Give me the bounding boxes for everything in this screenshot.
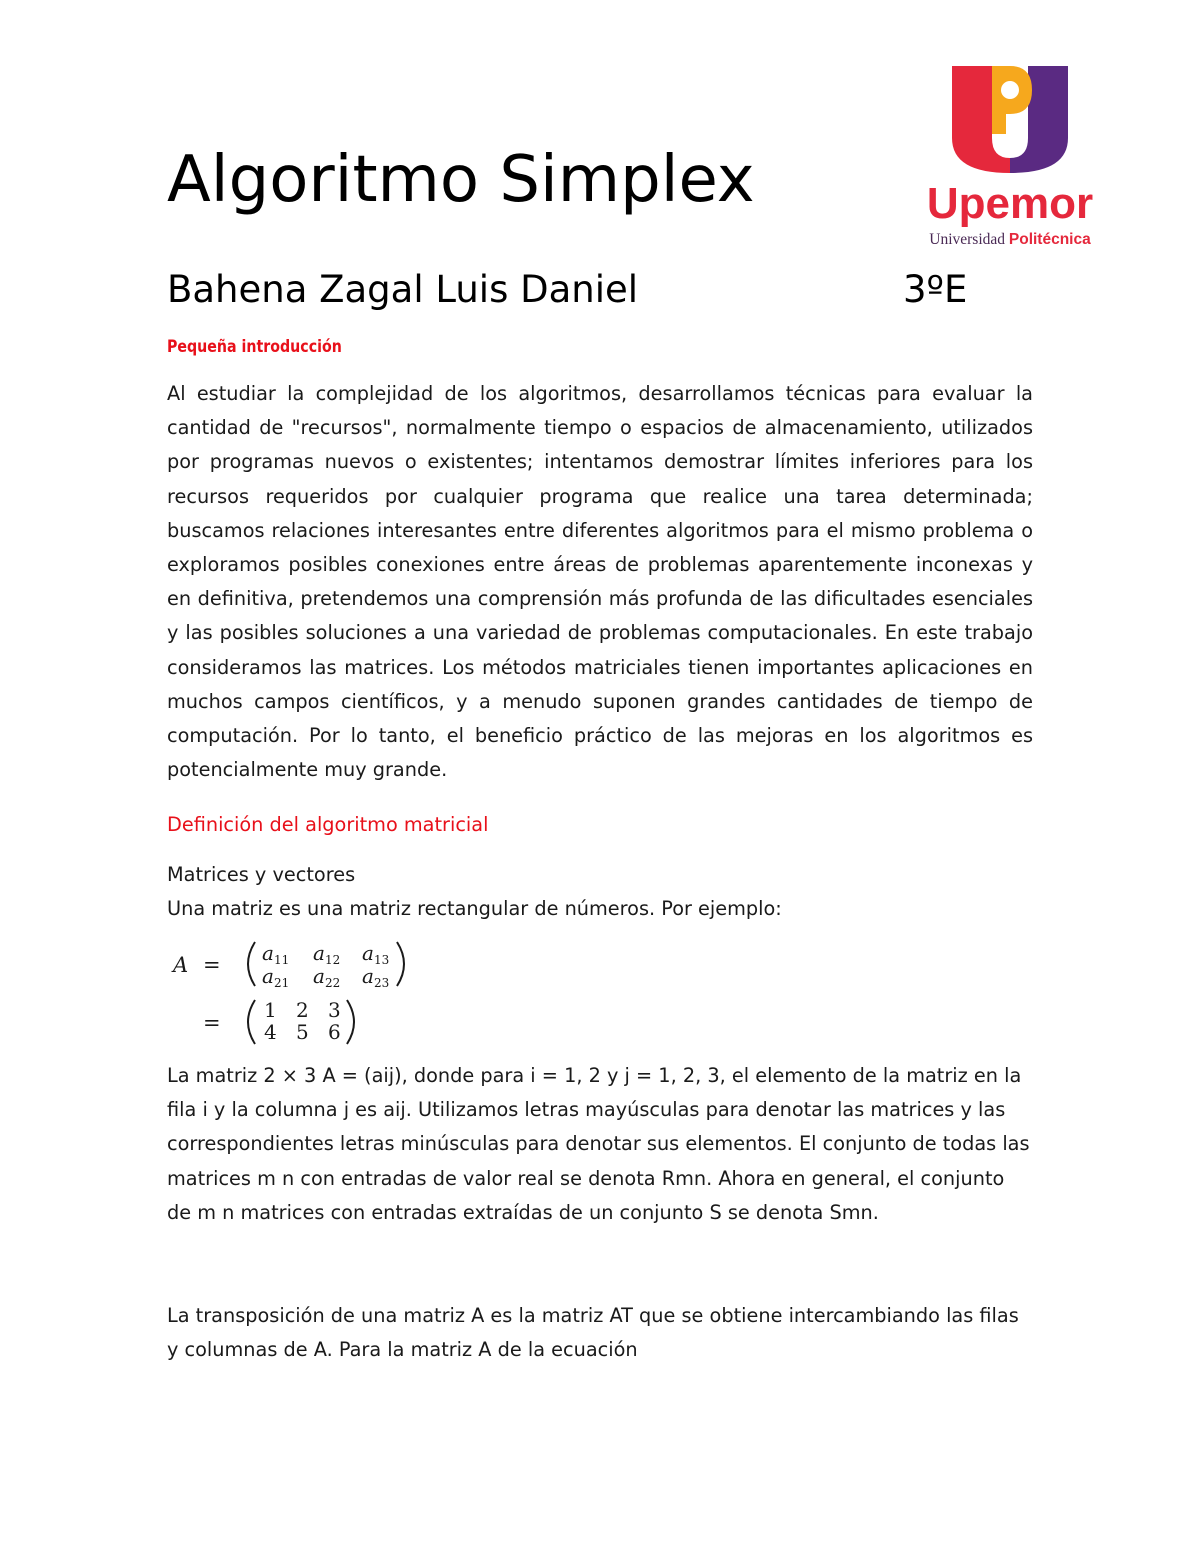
document-title: Algoritmo Simplex bbox=[167, 143, 755, 217]
eq-sign-1: = bbox=[203, 953, 221, 977]
eq-lhs: A bbox=[173, 953, 189, 977]
entry-a11: $a_{11}$ bbox=[262, 941, 290, 967]
logo-tagline-prefix: Universidad bbox=[929, 231, 1006, 248]
entry-5: 5 bbox=[296, 1020, 309, 1044]
entry-1: 1 bbox=[264, 998, 277, 1022]
transpose-paragraph: La transposición de una matriz A es la matriz AT que se obtiene intercambiando las filas y columnas de A. Para la matriz A de la ecuación bbox=[167, 1304, 1019, 1362]
logo-tagline bbox=[929, 231, 1091, 248]
entry-a22: $a_{22}$ bbox=[313, 964, 341, 990]
definition-heading: Definición del algoritmo matricial bbox=[167, 813, 489, 836]
matrices-block bbox=[167, 858, 1033, 926]
bracket-right-1 bbox=[397, 942, 404, 986]
eq-sign-2: = bbox=[203, 1011, 221, 1035]
entry-a12: $a_{12}$ bbox=[313, 941, 341, 967]
intro-paragraph: Al estudiar la complejidad de los algoritmos, desarrollamos técnicas para evaluar la cantidad de "recursos", normalmente tiempo o espacios de almacenamiento, utilizados por programas nuevos o existentes; intentamos demostrar límites inferiores para los recursos requeridos por cualquier programa que realice una tarea determinada; buscamos relaciones interesantes entre diferentes algoritmos para el mismo problema o exploramos posibles conexiones entre áreas de problemas aparentemente inconexas y en definitiva, pretendemos una comprensión más profunda de las dificultades esenciales y las posibles soluciones a una variedad de problemas computacionales. En este trabajo consideramos las matrices. Los métodos matriciales tienen importantes aplicaciones en muchos campos científicos, y a menudo suponen grandes cantidades de tiempo de computación. Por lo tanto, el beneficio práctico de las mejoras en los algoritmos es potencialmente muy grande. bbox=[167, 382, 1033, 782]
logo-p-shape bbox=[992, 66, 1032, 134]
entry-a21: $a_{21}$ bbox=[262, 964, 290, 990]
matrix-paragraph: La matriz 2 × 3 A = (aij), donde para i = 1, 2 y j = 1, 2, 3, el elemento de la matriz en la fila i y la columna j es aij. Utilizamos letras mayúsculas para denotar las matrices y las correspondientes letras minúsculas para denotar sus elementos. El conjunto de todas las matrices m n con entradas de valor real se denota Rmn. Ahora en general, el conjunto de m n matrices con entradas extraídas de un conjunto S se denota Smn. bbox=[167, 1064, 1030, 1224]
entry-3: 3 bbox=[328, 998, 341, 1022]
entry-6: 6 bbox=[328, 1020, 341, 1044]
bracket-left-1 bbox=[248, 942, 255, 986]
logo-name: Upemor bbox=[926, 179, 1094, 228]
logo-p-hole bbox=[1001, 81, 1019, 99]
entry-a13: $a_{13}$ bbox=[362, 941, 390, 967]
author-name: Bahena Zagal Luis Daniel bbox=[167, 268, 639, 311]
matrices-intro: Una matriz es una matriz rectangular de números. Por ejemplo: bbox=[167, 897, 782, 920]
matrices-title: Matrices y vectores bbox=[167, 863, 356, 886]
bracket-right-2 bbox=[347, 1000, 354, 1044]
entry-4: 4 bbox=[264, 1020, 277, 1044]
author-line bbox=[167, 266, 973, 314]
entry-a23: $a_{23}$ bbox=[362, 964, 390, 990]
matrix-equation bbox=[165, 928, 425, 1052]
bracket-left-2 bbox=[248, 1000, 255, 1044]
upemor-logo bbox=[910, 60, 1110, 255]
intro-heading: Pequeña introducción bbox=[167, 337, 342, 356]
entry-2: 2 bbox=[296, 998, 309, 1022]
grade-label: 3ºE bbox=[903, 268, 968, 311]
logo-tagline-emphasis: Politécnica bbox=[1008, 231, 1091, 248]
